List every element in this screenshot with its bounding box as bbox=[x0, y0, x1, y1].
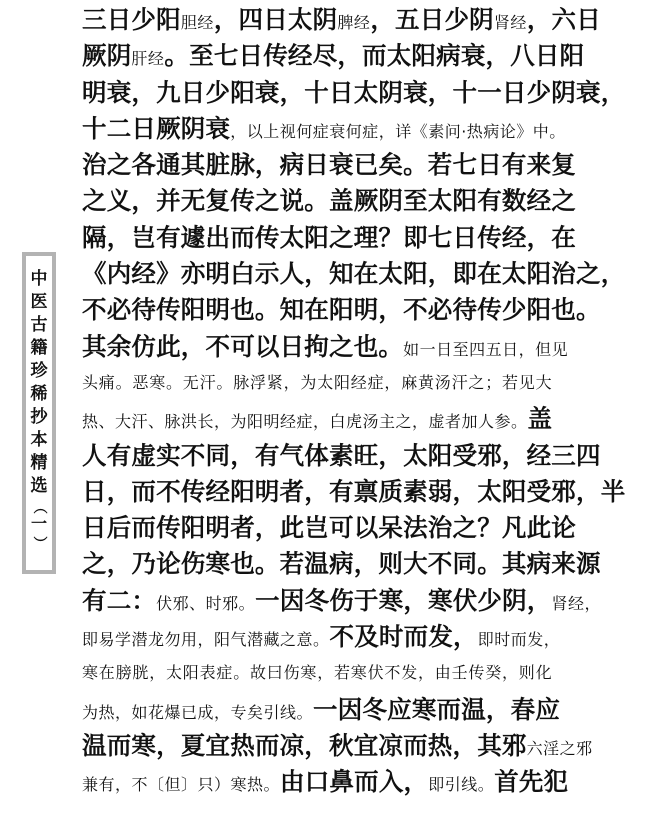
series-title-char: 抄 bbox=[30, 407, 48, 427]
main-text: 首先犯 bbox=[494, 767, 569, 797]
annotation-text: 兼有，不〔但〕只）寒热。 bbox=[82, 775, 281, 795]
main-text: ，六日 bbox=[526, 5, 601, 34]
main-text: 不必待传阳明也。知在阳明，不必待传少阳也。 bbox=[82, 295, 601, 325]
text-line bbox=[82, 75, 655, 111]
volume-bracket-close: ） bbox=[31, 536, 47, 550]
text-line bbox=[82, 147, 655, 183]
series-title-char: 籍 bbox=[30, 338, 48, 358]
series-title-char: 选 bbox=[30, 476, 48, 496]
annotation-text: 即时而发， bbox=[477, 630, 561, 650]
main-text: 由口鼻而入， bbox=[280, 767, 429, 797]
annotation-text: 热、大汗、脉洪长，为阳明经症，白虎汤主之，虚者加人参。 bbox=[82, 412, 528, 432]
text-line bbox=[82, 692, 655, 728]
text-line bbox=[82, 220, 655, 256]
text-line bbox=[82, 583, 655, 619]
annotation-text: 肾经， bbox=[551, 593, 602, 613]
volume-bracket-open: （ bbox=[31, 500, 47, 514]
series-title-char: 医 bbox=[30, 292, 48, 312]
text-line bbox=[82, 292, 655, 328]
annotation-text: 肾经 bbox=[493, 13, 527, 32]
main-text: 其余仿此，不可以日拘之也。 bbox=[82, 331, 404, 361]
main-text: 不及时而发， bbox=[329, 622, 478, 652]
main-text: 一因冬应寒而温，春应 bbox=[313, 694, 561, 724]
main-text: 日后而传阳明者，此岂可以呆法治之？凡此论 bbox=[82, 513, 576, 543]
main-text: 有二： bbox=[82, 585, 157, 615]
text-line bbox=[82, 474, 655, 510]
main-text: 温而寒，夏宜热而凉，秋宜凉而热，其邪 bbox=[82, 730, 527, 760]
text-line bbox=[82, 401, 655, 437]
annotation-text: 寒在膀胱，太阳表症。故曰伤寒，若寒伏不发，由壬传癸，则化 bbox=[82, 663, 553, 683]
main-text: 之，乃论伤寒也。若温病，则大不同。其病来源 bbox=[82, 549, 601, 579]
volume-number: 一 bbox=[30, 514, 47, 533]
text-line bbox=[82, 111, 655, 147]
annotation-text: 即引线。 bbox=[428, 775, 495, 795]
main-text: 之义，并无复传之说。盖厥阴至太阳有数经之 bbox=[82, 186, 576, 216]
text-line bbox=[82, 183, 655, 219]
series-title-char: 珍 bbox=[30, 361, 48, 381]
annotation-text: 胆经 bbox=[180, 13, 214, 32]
series-title-label bbox=[22, 252, 56, 574]
main-text: 盖 bbox=[527, 404, 553, 434]
text-line bbox=[82, 38, 655, 74]
main-text: 三日少阳 bbox=[82, 5, 181, 34]
series-title-char: 古 bbox=[30, 315, 48, 335]
annotation-text: 脾经 bbox=[337, 13, 371, 32]
main-text: 明衰，九日少阳衰，十日太阴衰，十一日少阴衰， bbox=[82, 77, 626, 107]
series-title-char: 中 bbox=[30, 269, 48, 289]
text-line bbox=[82, 438, 655, 474]
text-line bbox=[82, 764, 655, 800]
annotation-text: 伏邪、时邪。 bbox=[156, 593, 256, 613]
annotation-text: 即易学潜龙勿用，阳气潜藏之意。 bbox=[82, 630, 330, 650]
page-body-text bbox=[82, 2, 655, 801]
series-title-char: 本 bbox=[30, 430, 48, 450]
main-text: 厥阴 bbox=[82, 41, 132, 71]
main-text: 十二日厥阴衰 bbox=[82, 113, 231, 143]
main-text: ，五日少阴 bbox=[370, 5, 494, 34]
main-text: 。至七日传经尽，而太阳病衰，八日阳 bbox=[164, 41, 585, 71]
main-text: 《内经》亦明白示人，知在太阳，即在太阳治之， bbox=[82, 259, 626, 289]
main-text: 一因冬伤于寒，寒伏少阴， bbox=[255, 585, 552, 615]
main-text: 治之各通其脏脉，病日衰已矣。若七日有来复 bbox=[82, 150, 576, 180]
series-title-char: 稀 bbox=[30, 384, 48, 404]
main-text: ，四日太阴 bbox=[213, 5, 338, 34]
text-line bbox=[82, 619, 655, 655]
text-line bbox=[82, 2, 655, 38]
text-line bbox=[82, 256, 655, 292]
text-line bbox=[82, 365, 655, 401]
main-text: 日，而不传经阳明者，有禀质素弱，太阳受邪，半 bbox=[82, 476, 626, 506]
annotation-text: 头痛。恶寒。无汗。脉浮紧，为太阳经症，麻黄汤汗之；若见大 bbox=[82, 372, 553, 392]
text-line bbox=[82, 329, 655, 365]
text-line bbox=[82, 510, 655, 546]
series-title-char: 精 bbox=[30, 453, 48, 473]
annotation-text: ，以上视何症衰何症，详《素问·热病论》中。 bbox=[230, 121, 566, 141]
annotation-text: 如一日至四五日，但见 bbox=[403, 339, 569, 359]
text-line bbox=[82, 546, 655, 582]
annotation-text: 为热，如花爆已成，专矣引线。 bbox=[82, 702, 314, 722]
text-line bbox=[82, 655, 655, 691]
text-line bbox=[82, 728, 655, 764]
annotation-text: 肝经 bbox=[131, 49, 165, 69]
main-text: 隔，岂有遽出而传太阳之理？即七日传经，在 bbox=[82, 222, 576, 252]
main-text: 人有虚实不同，有气体素旺，太阳受邪，经三四 bbox=[82, 440, 601, 470]
annotation-text: 六淫之邪 bbox=[526, 738, 593, 758]
